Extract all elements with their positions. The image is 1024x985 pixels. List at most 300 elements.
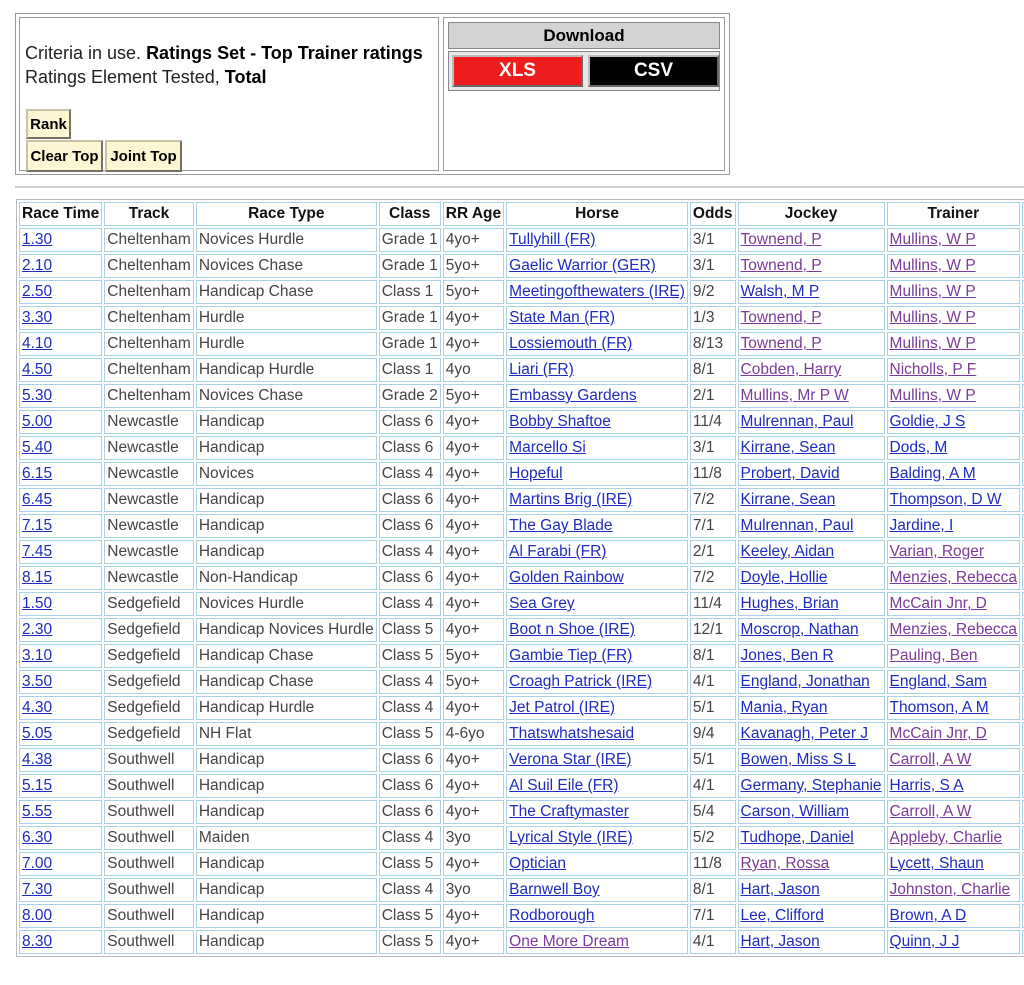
- table-cell: [104, 930, 194, 954]
- table-cell: [104, 306, 194, 330]
- race-type-cell: NH Flat: [198, 725, 252, 742]
- age-cell: 4yo+: [445, 751, 480, 768]
- table-cell: [690, 384, 736, 408]
- column-header[interactable]: Track: [104, 202, 194, 226]
- table-cell: [443, 696, 504, 720]
- csv-download-button[interactable]: CSV: [588, 55, 719, 87]
- jockey-link[interactable]: England, Jonathan: [740, 673, 870, 690]
- table-cell: [379, 826, 441, 850]
- track-cell: Cheltenham: [107, 257, 191, 274]
- race-type-cell: Maiden: [198, 829, 250, 846]
- table-cell: [379, 280, 441, 304]
- race-time-link[interactable]: 2.30: [22, 621, 53, 638]
- odds-cell: 3/1: [692, 231, 715, 248]
- table-cell: [19, 384, 102, 408]
- race-time-link[interactable]: 4.10: [22, 335, 53, 352]
- jockey-link[interactable]: Bowen, Miss S L: [740, 751, 856, 768]
- table-cell: [738, 254, 885, 278]
- odds-cell: 4/1: [692, 933, 715, 950]
- jockey-link[interactable]: Moscrop, Nathan: [740, 621, 859, 638]
- jockey-link[interactable]: Mania, Ryan: [740, 699, 828, 716]
- trainer-link[interactable]: Jardine, I: [889, 517, 954, 534]
- age-cell: 4yo+: [445, 777, 480, 794]
- age-cell: 4yo+: [445, 803, 480, 820]
- results-table: [16, 199, 1024, 957]
- table-cell: [104, 774, 194, 798]
- jockey-link[interactable]: Jones, Ben R: [740, 647, 834, 664]
- table-cell: [104, 800, 194, 824]
- table-cell: [379, 670, 441, 694]
- race-time-link[interactable]: 5.30: [22, 387, 53, 404]
- horse-link[interactable]: Rodborough: [509, 907, 595, 924]
- table-cell: [379, 618, 441, 642]
- jockey-link[interactable]: Townend, P: [740, 309, 822, 326]
- age-cell: 4yo+: [445, 907, 480, 924]
- table-cell: [104, 410, 194, 434]
- age-cell: 4yo+: [445, 517, 480, 534]
- table-row: [19, 228, 1024, 252]
- track-cell: Southwell: [107, 933, 175, 950]
- table-row: [19, 852, 1024, 876]
- trainer-link[interactable]: Thomson, A M: [889, 699, 989, 716]
- table-cell: [887, 332, 1021, 356]
- table-row: [19, 254, 1024, 278]
- table-cell: [379, 332, 441, 356]
- race-time-link[interactable]: 3.30: [22, 309, 53, 326]
- table-row: [19, 800, 1024, 824]
- trainer-link[interactable]: Appleby, Charlie: [889, 829, 1003, 846]
- table-cell: [196, 332, 377, 356]
- horse-link[interactable]: Croagh Patrick (IRE): [509, 673, 653, 690]
- odds-cell: 7/1: [692, 907, 715, 924]
- trainer-link[interactable]: Mullins, W P: [889, 335, 976, 352]
- odds-cell: 5/1: [692, 751, 715, 768]
- table-cell: [104, 826, 194, 850]
- table-row: [19, 774, 1024, 798]
- table-cell: [690, 410, 736, 434]
- race-time-link[interactable]: 5.40: [22, 439, 53, 456]
- jockey-link[interactable]: Walsh, M P: [740, 283, 820, 300]
- table-cell: [104, 722, 194, 746]
- jockey-link[interactable]: Kirrane, Sean: [740, 491, 836, 508]
- jockey-link[interactable]: Probert, David: [740, 465, 840, 482]
- horse-link[interactable]: Sea Grey: [509, 595, 575, 612]
- table-row: [19, 384, 1024, 408]
- race-type-cell: Handicap: [198, 881, 265, 898]
- table-cell: [887, 384, 1021, 408]
- jockey-link[interactable]: Hart, Jason: [740, 881, 820, 898]
- table-cell: [104, 540, 194, 564]
- column-header[interactable]: Race Type: [196, 202, 377, 226]
- table-row: [19, 436, 1024, 460]
- jockey-link[interactable]: Doyle, Hollie: [740, 569, 828, 586]
- trainer-link[interactable]: Mullins, W P: [889, 257, 976, 274]
- race-type-cell: Handicap: [198, 803, 265, 820]
- race-type-cell: Hurdle: [198, 335, 245, 352]
- class-cell: Grade 1: [381, 231, 438, 248]
- jockey-link[interactable]: Mulrennan, Paul: [740, 517, 854, 534]
- table-cell: [887, 800, 1021, 824]
- horse-link[interactable]: Verona Star (IRE): [509, 751, 632, 768]
- trainer-link[interactable]: Mullins, W P: [889, 283, 976, 300]
- trainer-link[interactable]: Carroll, A W: [889, 803, 972, 820]
- race-time-link[interactable]: 5.55: [22, 803, 53, 820]
- ratings-set: Ratings Set - Top Trainer ratings: [146, 43, 423, 63]
- table-cell: [104, 358, 194, 382]
- horse-link[interactable]: Marcello Si: [509, 439, 586, 456]
- table-cell: [104, 592, 194, 616]
- horse-link[interactable]: Gambie Tiep (FR): [509, 647, 633, 664]
- table-cell: [443, 670, 504, 694]
- jockey-link[interactable]: Townend, P: [740, 257, 822, 274]
- horse-link[interactable]: The Gay Blade: [509, 517, 613, 534]
- table-cell: [196, 566, 377, 590]
- trainer-link[interactable]: Quinn, J J: [889, 933, 960, 950]
- table-cell: [738, 540, 885, 564]
- race-time-link[interactable]: 2.10: [22, 257, 53, 274]
- horse-link[interactable]: Bobby Shaftoe: [509, 413, 611, 430]
- table-cell: [379, 878, 441, 902]
- table-row: [19, 566, 1024, 590]
- class-cell: Class 6: [381, 413, 434, 430]
- horse-link[interactable]: Martins Brig (IRE): [509, 491, 633, 508]
- table-cell: [379, 904, 441, 928]
- race-time-link[interactable]: 8.15: [22, 569, 53, 586]
- rank-button[interactable]: Rank: [26, 109, 71, 139]
- jockey-link[interactable]: Townend, P: [740, 335, 822, 352]
- table-cell: [19, 566, 102, 590]
- table-cell: [506, 280, 688, 304]
- table-cell: [196, 592, 377, 616]
- race-type-cell: Non-Handicap: [198, 569, 298, 586]
- jockey-link[interactable]: Mullins, Mr P W: [740, 387, 849, 404]
- age-cell: 4yo: [445, 361, 471, 378]
- race-time-link[interactable]: 5.05: [22, 725, 53, 742]
- table-row: [19, 410, 1024, 434]
- track-cell: Newcastle: [107, 465, 179, 482]
- clear-top-button[interactable]: Clear Top: [26, 140, 103, 172]
- table-cell: [196, 462, 377, 486]
- table-cell: [443, 228, 504, 252]
- race-time-link[interactable]: 3.50: [22, 673, 53, 690]
- column-header[interactable]: Trainer: [887, 202, 1021, 226]
- track-cell: Newcastle: [107, 413, 179, 430]
- table-cell: [443, 904, 504, 928]
- horse-link[interactable]: Thatswhatshesaid: [509, 725, 635, 742]
- table-row: [19, 306, 1024, 330]
- trainer-link[interactable]: Harris, S A: [889, 777, 964, 794]
- table-cell: [506, 436, 688, 460]
- race-time-link[interactable]: 4.30: [22, 699, 53, 716]
- horse-link[interactable]: Golden Rainbow: [509, 569, 624, 586]
- table-cell: [738, 878, 885, 902]
- table-cell: [443, 566, 504, 590]
- table-cell: [379, 384, 441, 408]
- table-cell: [379, 306, 441, 330]
- column-header[interactable]: Race Time: [19, 202, 102, 226]
- table-cell: [196, 254, 377, 278]
- table-cell: [887, 358, 1021, 382]
- race-time-link[interactable]: 5.00: [22, 413, 53, 430]
- table-row: [19, 280, 1024, 304]
- horse-link[interactable]: Barnwell Boy: [509, 881, 600, 898]
- table-cell: [196, 930, 377, 954]
- age-cell: 4yo+: [445, 855, 480, 872]
- trainer-link[interactable]: Menzies, Rebecca: [889, 621, 1018, 638]
- race-time-link[interactable]: 7.30: [22, 881, 53, 898]
- table-cell: [690, 566, 736, 590]
- horse-link[interactable]: Lyrical Style (IRE): [509, 829, 633, 846]
- table-cell: [443, 592, 504, 616]
- table-cell: [443, 332, 504, 356]
- column-header[interactable]: Jockey: [738, 202, 885, 226]
- trainer-link[interactable]: McCain Jnr, D: [889, 725, 987, 742]
- table-cell: [506, 774, 688, 798]
- trainer-link[interactable]: McCain Jnr, D: [889, 595, 987, 612]
- table-cell: [104, 618, 194, 642]
- track-cell: Cheltenham: [107, 283, 191, 300]
- jockey-link[interactable]: Tudhope, Daniel: [740, 829, 854, 846]
- element-prefix: Ratings Element Tested,: [25, 67, 220, 87]
- race-time-link[interactable]: 7.00: [22, 855, 53, 872]
- table-cell: [506, 852, 688, 876]
- joint-top-button[interactable]: Joint Top: [105, 140, 182, 172]
- table-cell: [104, 696, 194, 720]
- horse-link[interactable]: Al Farabi (FR): [509, 543, 607, 560]
- horse-link[interactable]: Hopeful: [509, 465, 563, 482]
- table-cell: [196, 826, 377, 850]
- race-time-link[interactable]: 6.45: [22, 491, 53, 508]
- table-cell: [443, 540, 504, 564]
- trainer-link[interactable]: Nicholls, P F: [889, 361, 977, 378]
- table-cell: [19, 410, 102, 434]
- column-header[interactable]: Odds: [690, 202, 736, 226]
- xls-download-button[interactable]: XLS: [452, 55, 583, 87]
- table-cell: [738, 800, 885, 824]
- odds-cell: 9/2: [692, 283, 715, 300]
- class-cell: Grade 2: [381, 387, 438, 404]
- table-cell: [887, 852, 1021, 876]
- table-cell: [506, 384, 688, 408]
- trainer-link[interactable]: Johnston, Charlie: [889, 881, 1011, 898]
- class-cell: Class 6: [381, 517, 434, 534]
- jockey-link[interactable]: Mulrennan, Paul: [740, 413, 854, 430]
- table-cell: [443, 488, 504, 512]
- table-cell: [506, 800, 688, 824]
- table-cell: [379, 410, 441, 434]
- class-cell: Class 6: [381, 569, 434, 586]
- horse-link[interactable]: Embassy Gardens: [509, 387, 637, 404]
- trainer-link[interactable]: England, Sam: [889, 673, 987, 690]
- table-cell: [379, 748, 441, 772]
- table-cell: [104, 332, 194, 356]
- table-cell: [738, 644, 885, 668]
- trainer-link[interactable]: Balding, A M: [889, 465, 976, 482]
- trainer-link[interactable]: Thompson, D W: [889, 491, 1002, 508]
- trainer-link[interactable]: Lycett, Shaun: [889, 855, 984, 872]
- race-time-link[interactable]: 6.30: [22, 829, 53, 846]
- table-cell: [379, 852, 441, 876]
- jockey-link[interactable]: Lee, Clifford: [740, 907, 824, 924]
- table-cell: [690, 592, 736, 616]
- table-cell: [196, 384, 377, 408]
- table-row: [19, 670, 1024, 694]
- race-time-link[interactable]: 7.45: [22, 543, 53, 560]
- column-header[interactable]: Class: [379, 202, 441, 226]
- horse-link[interactable]: One More Dream: [509, 933, 629, 950]
- table-row: [19, 514, 1024, 538]
- table-cell: [690, 254, 736, 278]
- class-cell: Grade 1: [381, 335, 438, 352]
- table-cell: [738, 904, 885, 928]
- trainer-link[interactable]: Goldie, J S: [889, 413, 966, 430]
- odds-cell: 3/1: [692, 257, 715, 274]
- table-cell: [443, 774, 504, 798]
- table-cell: [690, 540, 736, 564]
- column-header[interactable]: Horse: [506, 202, 688, 226]
- table-cell: [379, 254, 441, 278]
- race-time-link[interactable]: 8.00: [22, 907, 53, 924]
- horse-link[interactable]: Jet Patrol (IRE): [509, 699, 616, 716]
- class-cell: Class 4: [381, 465, 434, 482]
- race-type-cell: Novices: [198, 465, 254, 482]
- horse-link[interactable]: Meetingofthewaters (IRE): [509, 283, 685, 300]
- horse-link[interactable]: The Craftymaster: [509, 803, 629, 820]
- odds-cell: 4/1: [692, 673, 715, 690]
- table-cell: [690, 722, 736, 746]
- horse-link[interactable]: Tullyhill (FR): [509, 231, 596, 248]
- race-time-link[interactable]: 2.50: [22, 283, 53, 300]
- trainer-link[interactable]: Menzies, Rebecca: [889, 569, 1018, 586]
- jockey-link[interactable]: Kirrane, Sean: [740, 439, 836, 456]
- trainer-link[interactable]: Pauling, Ben: [889, 647, 978, 664]
- jockey-link[interactable]: Hughes, Brian: [740, 595, 839, 612]
- table-cell: [196, 540, 377, 564]
- trainer-link[interactable]: Mullins, W P: [889, 387, 976, 404]
- table-cell: [506, 514, 688, 538]
- table-cell: [19, 514, 102, 538]
- table-cell: [506, 462, 688, 486]
- table-row: [19, 488, 1024, 512]
- table-cell: [506, 696, 688, 720]
- criteria-prefix: Criteria in use.: [25, 43, 142, 63]
- table-cell: [738, 852, 885, 876]
- jockey-link[interactable]: Keeley, Aidan: [740, 543, 835, 560]
- jockey-link[interactable]: Germany, Stephanie: [740, 777, 882, 794]
- odds-cell: 7/2: [692, 491, 715, 508]
- horse-link[interactable]: Liari (FR): [509, 361, 574, 378]
- divider: [15, 186, 1024, 188]
- trainer-link[interactable]: Brown, A D: [889, 907, 967, 924]
- trainer-link[interactable]: Dods, M: [889, 439, 948, 456]
- horse-link[interactable]: Al Suil Eile (FR): [509, 777, 619, 794]
- race-time-link[interactable]: 5.15: [22, 777, 53, 794]
- table-cell: [443, 514, 504, 538]
- horse-link[interactable]: Boot n Shoe (IRE): [509, 621, 635, 638]
- horse-link[interactable]: State Man (FR): [509, 309, 616, 326]
- jockey-link[interactable]: Townend, P: [740, 231, 822, 248]
- table-cell: [19, 722, 102, 746]
- table-cell: [19, 930, 102, 954]
- odds-cell: 2/1: [692, 543, 715, 560]
- table-cell: [506, 644, 688, 668]
- table-cell: [690, 436, 736, 460]
- table-cell: [887, 462, 1021, 486]
- jockey-link[interactable]: Hart, Jason: [740, 933, 820, 950]
- table-cell: [196, 696, 377, 720]
- table-cell: [379, 436, 441, 460]
- age-cell: 4yo+: [445, 621, 480, 638]
- trainer-link[interactable]: Varian, Roger: [889, 543, 985, 560]
- race-time-link[interactable]: 1.30: [22, 231, 53, 248]
- trainer-link[interactable]: Mullins, W P: [889, 231, 976, 248]
- jockey-link[interactable]: Kavanagh, Peter J: [740, 725, 869, 742]
- race-time-link[interactable]: 7.15: [22, 517, 53, 534]
- column-header[interactable]: RR Age: [443, 202, 504, 226]
- horse-link[interactable]: Optician: [509, 855, 567, 872]
- table-cell: [104, 228, 194, 252]
- table-cell: [196, 618, 377, 642]
- track-cell: Cheltenham: [107, 231, 191, 248]
- download-buttons: [448, 51, 720, 91]
- age-cell: 5yo+: [445, 673, 480, 690]
- table-cell: [690, 904, 736, 928]
- table-cell: [506, 670, 688, 694]
- race-time-link[interactable]: 6.15: [22, 465, 53, 482]
- race-type-cell: Handicap: [198, 413, 265, 430]
- track-cell: Sedgefield: [107, 699, 181, 716]
- table-cell: [738, 306, 885, 330]
- table-cell: [738, 826, 885, 850]
- table-header-row: [19, 202, 1024, 226]
- table-cell: [690, 930, 736, 954]
- trainer-link[interactable]: Carroll, A W: [889, 751, 972, 768]
- table-cell: [887, 436, 1021, 460]
- table-cell: [506, 228, 688, 252]
- race-time-link[interactable]: 1.50: [22, 595, 53, 612]
- age-cell: 4yo+: [445, 491, 480, 508]
- table-cell: [19, 826, 102, 850]
- table-cell: [196, 852, 377, 876]
- class-cell: Class 4: [381, 829, 434, 846]
- table-cell: [19, 670, 102, 694]
- race-time-link[interactable]: 3.10: [22, 647, 53, 664]
- table-cell: [379, 774, 441, 798]
- trainer-link[interactable]: Mullins, W P: [889, 309, 976, 326]
- jockey-link[interactable]: Carson, William: [740, 803, 850, 820]
- table-cell: [19, 228, 102, 252]
- track-cell: Southwell: [107, 829, 175, 846]
- odds-cell: 7/1: [692, 517, 715, 534]
- race-time-link[interactable]: 8.30: [22, 933, 53, 950]
- table-cell: [379, 488, 441, 512]
- jockey-link[interactable]: Ryan, Rossa: [740, 855, 830, 872]
- table-cell: [738, 514, 885, 538]
- race-time-link[interactable]: 4.50: [22, 361, 53, 378]
- track-cell: Southwell: [107, 803, 175, 820]
- age-cell: 4yo+: [445, 465, 480, 482]
- table-cell: [19, 748, 102, 772]
- race-type-cell: Handicap: [198, 543, 265, 560]
- horse-link[interactable]: Gaelic Warrior (GER): [509, 257, 656, 274]
- race-time-link[interactable]: 4.38: [22, 751, 53, 768]
- table-cell: [738, 722, 885, 746]
- criteria-line: [25, 43, 423, 64]
- jockey-link[interactable]: Cobden, Harry: [740, 361, 842, 378]
- horse-link[interactable]: Lossiemouth (FR): [509, 335, 633, 352]
- age-cell: 4yo+: [445, 309, 480, 326]
- odds-cell: 3/1: [692, 439, 715, 456]
